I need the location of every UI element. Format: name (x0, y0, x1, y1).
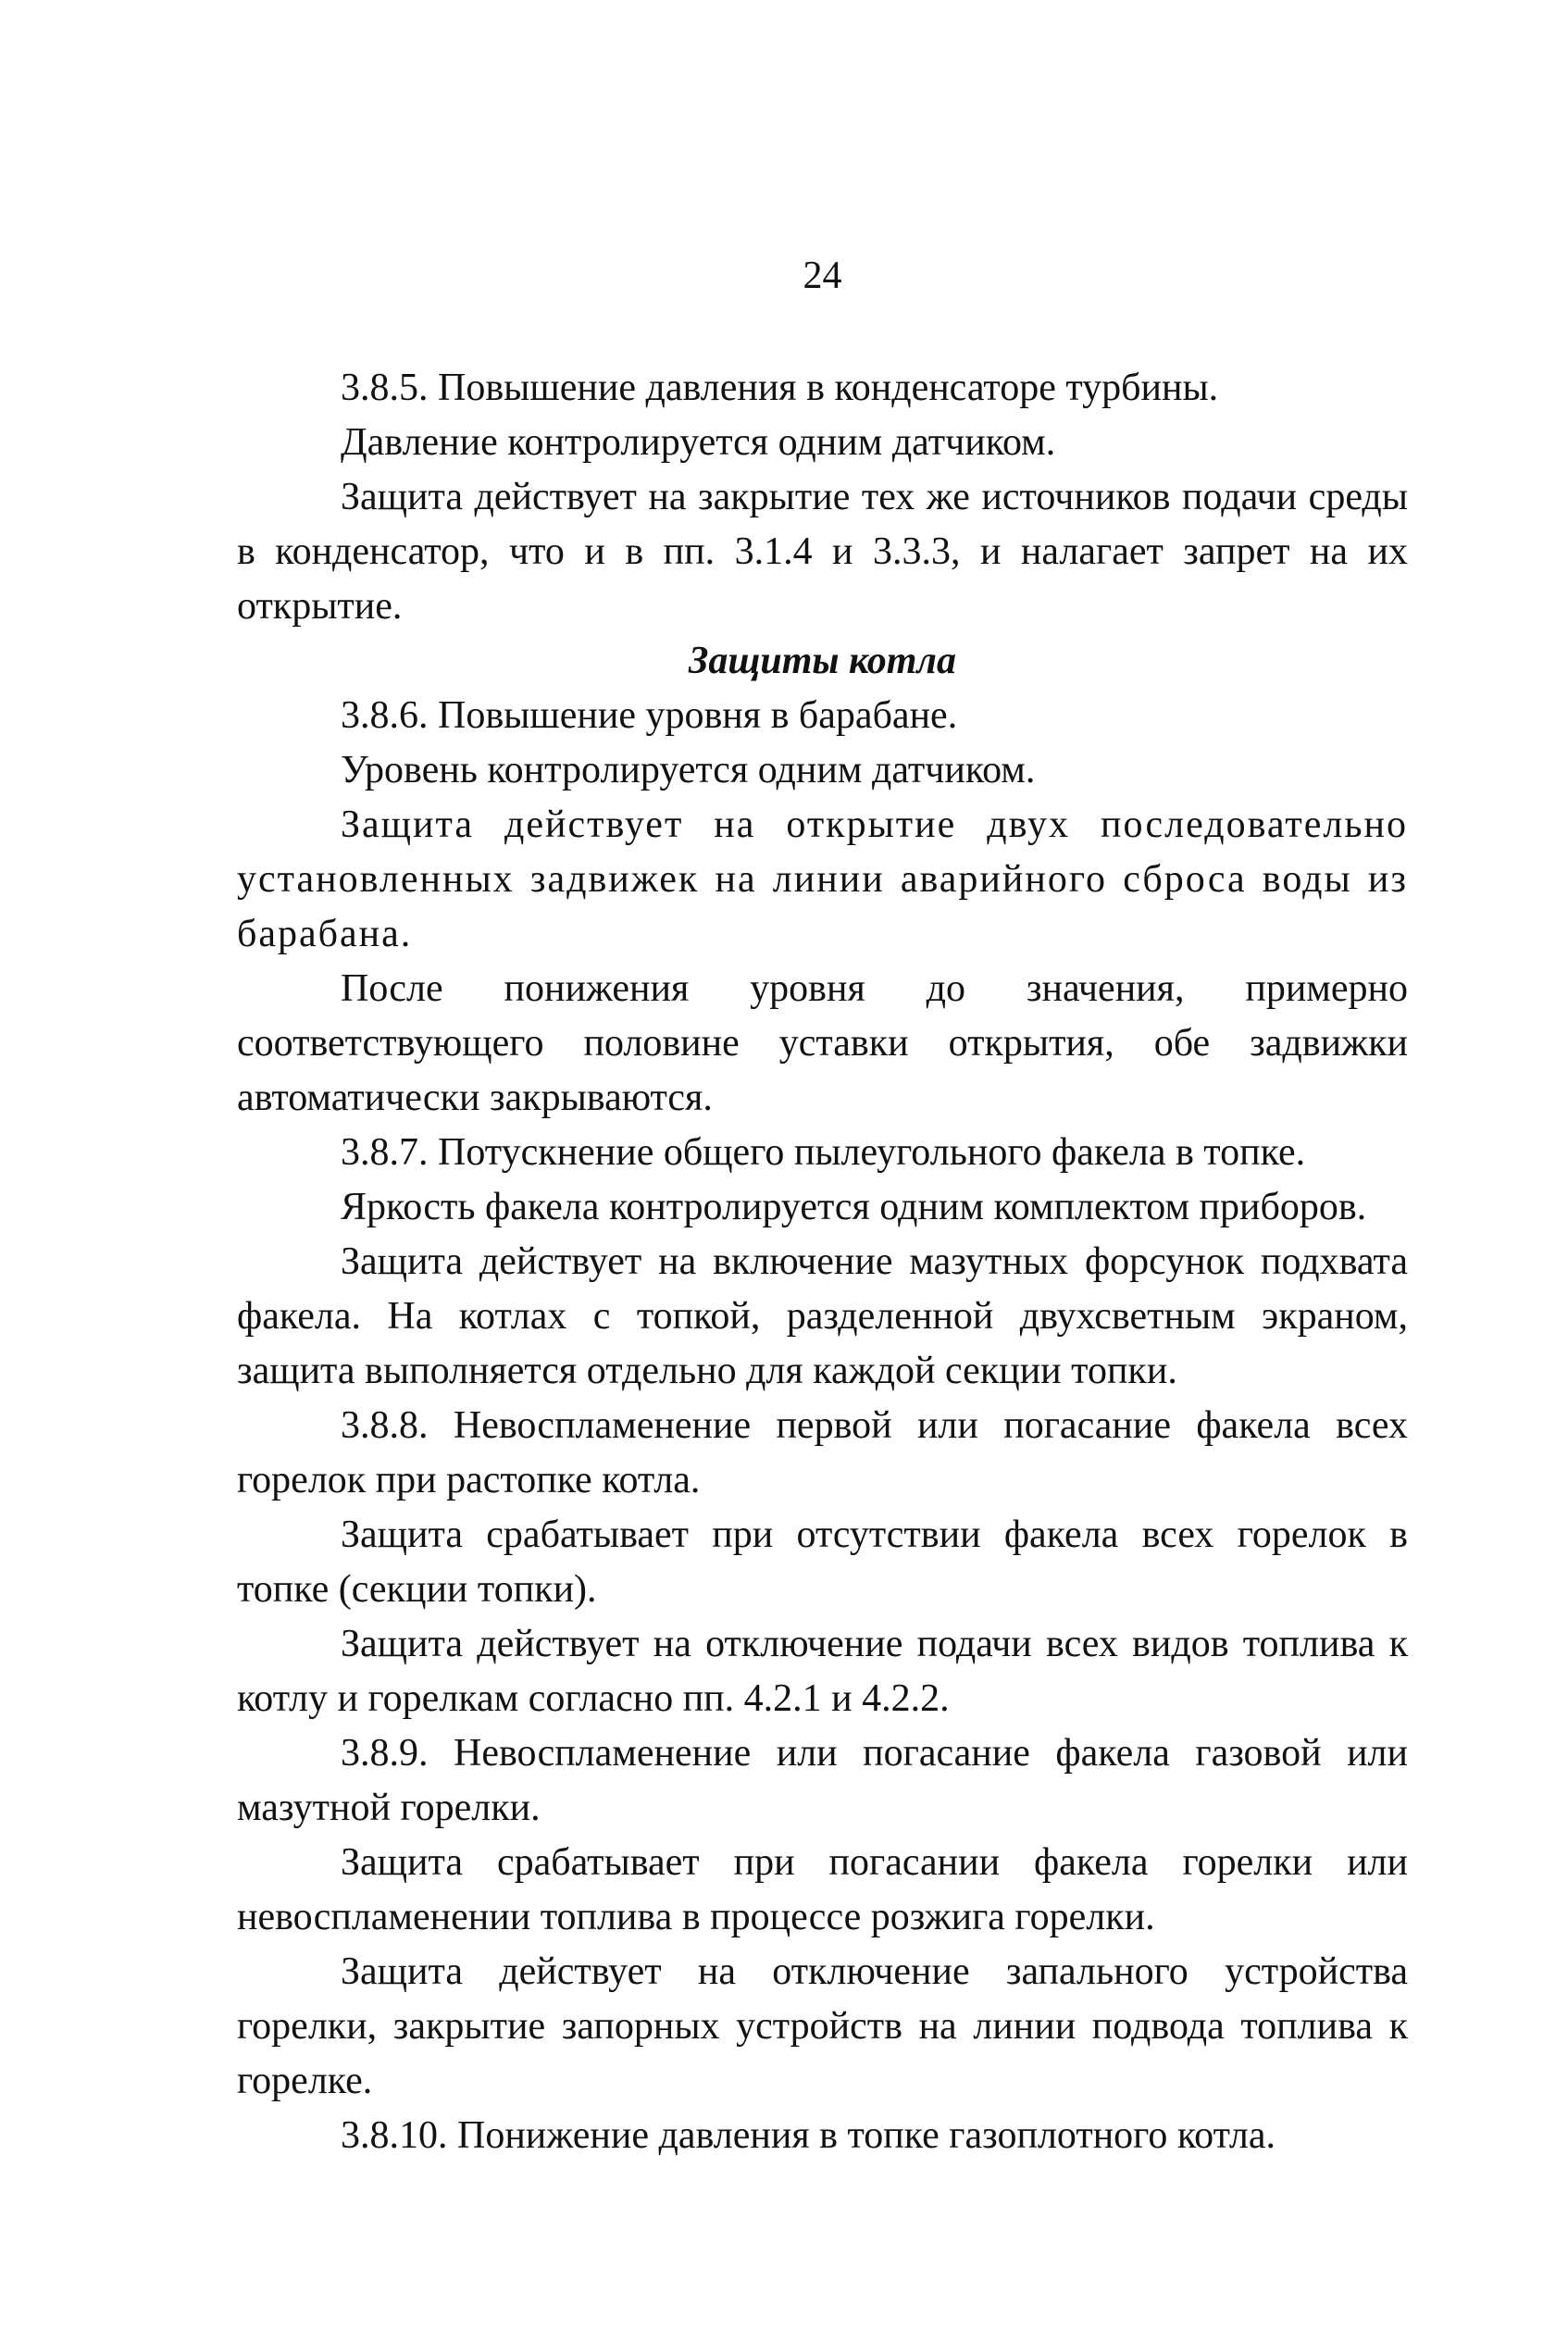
paragraph: Уровень контролируется одним датчиком. (341, 749, 1036, 791)
paragraph: Защита действует на отключение подачи всех видов топлива к котлу и горелкам согласно пп. 4.2.1 и 4.2.2. (237, 1623, 1408, 1720)
section-heading: Защиты котла (689, 640, 956, 682)
paragraph: Защита действует на включение мазутных форсунок подхвата факела. На котлах с топкой, разделенной двухсветным экраном, защита выполняется отдельно для каждой секции топки. (237, 1240, 1408, 1392)
page-number: 24 (803, 255, 842, 297)
clause-3-8-5-title: 3.8.5. Повышение давления в конденсаторе турбины. (341, 367, 1219, 409)
paragraph: Давление контролируется одним датчиком. (341, 421, 1056, 464)
clause-3-8-9-title: 3.8.9. Невоспламенение или погасание факела газовой или мазутной горелки. (237, 1732, 1408, 1829)
paragraph: Защита срабатывает при отсутствии факела всех горелок в топке (секции топки). (237, 1514, 1408, 1611)
paragraph: Защита действует на закрытие тех же источников подачи среды в конденсатор, что и в пп. 3.1.4 и 3.3.3, и налагает запрет на их открытие. (237, 476, 1408, 628)
paragraph: Защита действует на отключение запального устройства горелки, закрытие запорных устройств на линии подвода топлива к горелке. (237, 1950, 1408, 2102)
paragraph: Яркость факела контролируется одним комплектом приборов. (341, 1186, 1367, 1228)
clause-3-8-7-title: 3.8.7. Потускнение общего пылеугольного факела в топке. (341, 1131, 1306, 1174)
paragraph: Защита действует на открытие двух последовательно установленных задвижек на линии аварийного сброса воды из барабана. (237, 804, 1408, 955)
paragraph: Защита срабатывает при погасании факела горелки или невоспламенении топлива в процессе розжига горелки. (237, 1841, 1408, 1938)
paragraph: После понижения уровня до значения, примерно соответствующего половине уставки открытия, обе задвижки автоматически закрываются. (237, 967, 1408, 1119)
page-text (237, 250, 1408, 2163)
clause-3-8-10-title: 3.8.10. Понижение давления в топке газоплотного котла. (341, 2114, 1276, 2157)
clause-3-8-6-title: 3.8.6. Повышение уровня в барабане. (341, 694, 958, 737)
clause-3-8-8-title: 3.8.8. Невоспламенение первой или погасание факела всех горелок при растопке котла. (237, 1404, 1408, 1501)
